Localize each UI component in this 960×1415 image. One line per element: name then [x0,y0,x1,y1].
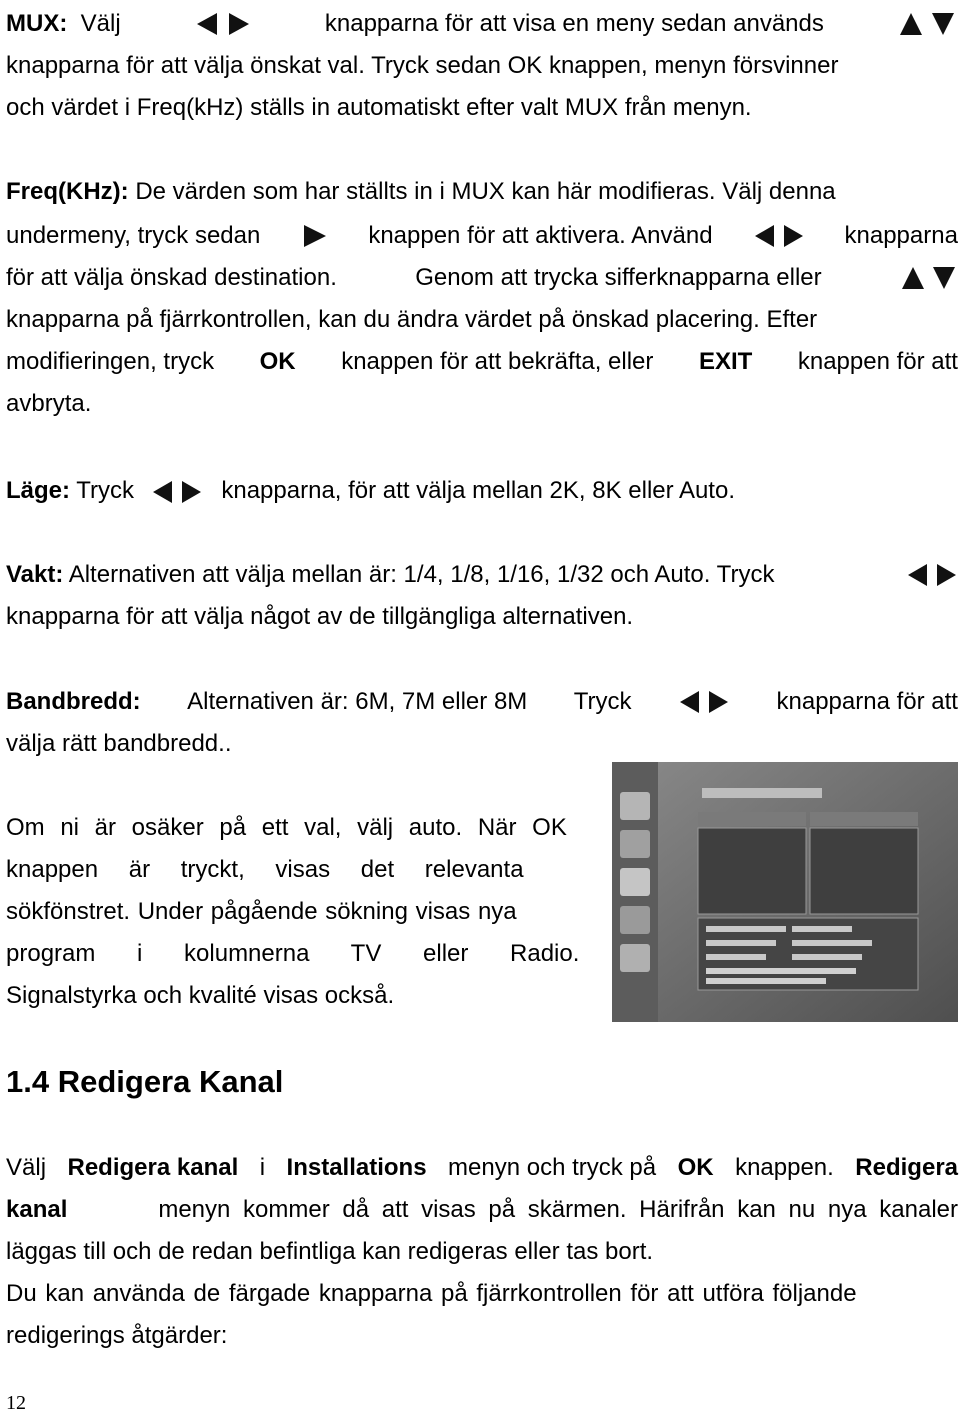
lage-line [6,477,735,505]
edit-text: i [259,1154,266,1181]
mux-line-3: och värdet i Freq(kHz) ställs in automatiskt efter valt MUX från menyn. [6,94,752,121]
om-text: Om ni är osäker på ett val, välj auto. När OK [6,814,567,841]
bandbredd-label: Bandbredd: [6,688,141,715]
installations-label: Installations [286,1154,427,1181]
edit-text: knappen. [735,1154,834,1181]
mux-text: Välj [80,10,121,37]
mux-label: MUX: [6,10,68,37]
vakt-text: Alternativen att välja mellan är: 1/4, 1/8, 1/16, 1/32 och Auto. Tryck [68,561,775,588]
right-arrow-icon [300,223,328,249]
om-line-5: Signalstyrka och kvalité visas också. [6,982,395,1009]
vakt-line-2: knapparna för att välja något av de tillgängliga alternativen. [6,603,634,630]
freq-line-3 [6,264,958,292]
freq-text: De värden som har ställts in i MUX kan här modifieras. Välj denna [135,178,836,205]
edit-text: Välj [6,1154,47,1181]
om-line-2 [6,856,588,884]
freq-line-1 [6,178,836,206]
freq-text: knapparna på fjärrkontrollen, kan du ändra värdet på önskad placering. Efter [6,306,818,333]
freq-line-5 [6,348,958,376]
freq-text: knappen för att [797,348,958,375]
freq-text: knappen för att aktivera. Använd [368,222,713,249]
om-text: sökfönstret. Under pågående sökning visas nya [6,898,517,925]
mux-line-1 [6,10,958,38]
ok-key-label: OK [677,1154,714,1181]
vakt-line-1 [6,561,958,589]
ok-key-label: OK [259,348,296,375]
freq-text: för att välja önskad destination. [6,264,337,291]
bandbredd-text: Tryck [573,688,632,715]
vakt-label: Vakt: [6,561,64,588]
left-right-arrows-icon [195,11,251,37]
freq-label: Freq(KHz): [6,178,129,205]
bandbredd-line-2: välja rätt bandbredd.. [6,730,232,757]
redigera-label: Redigera [855,1154,958,1181]
freq-line-2 [6,222,958,250]
edit-line-1 [6,1154,958,1182]
freq-line-4 [6,306,958,334]
freq-text: knapparna [844,222,958,249]
om-line-4 [6,940,588,968]
edit-line-3: läggas till och de redan befintliga kan redigeras eller tas bort. [6,1238,654,1265]
bandbredd-line-1 [6,688,958,716]
edit-line-2 [6,1196,958,1224]
edit-line-5: redigerings åtgärder: [6,1322,228,1349]
left-right-arrows-icon [906,562,958,588]
mux-line-2: knapparna för att välja önskat val. Tryck sedan OK knappen, menyn försvinner [6,52,839,79]
lage-text: Tryck [76,477,135,504]
om-line-1 [6,814,588,842]
edit-line-4 [6,1280,958,1308]
left-right-arrows-icon [753,223,805,249]
bandbredd-text: knapparna för att [776,688,958,715]
bandbredd-text: Alternativen är: 6M, 7M eller 8M [187,688,528,715]
freq-text: Genom att trycka sifferknapparna eller [415,264,822,291]
edit-text: menyn och tryck på [448,1154,657,1181]
redigera-kanal-label: Redigera kanal [67,1154,239,1181]
freq-line-6: avbryta. [6,390,92,417]
left-right-arrows-icon [151,479,203,505]
mux-text: knapparna för att visa en meny sedan används [324,10,824,37]
section-heading: 1.4 Redigera Kanal [6,1064,284,1099]
kanal-label: kanal [6,1196,68,1223]
search-window-screenshot [612,762,958,1022]
edit-text: menyn kommer då att visas på skärmen. Härifrån kan nu nya kanaler [158,1196,958,1223]
lage-label: Läge: [6,477,71,504]
up-down-arrows-icon [898,11,958,37]
lage-text: knapparna, för att välja mellan 2K, 8K eller Auto. [221,477,735,504]
left-right-arrows-icon [678,689,730,715]
freq-text: undermeny, tryck sedan [6,222,261,249]
freq-text: modifieringen, tryck [6,348,215,375]
edit-text: Du kan använda de färgade knapparna på fjärrkontrollen för att utföra följande [6,1280,857,1307]
up-down-arrows-icon [900,265,958,291]
om-text: knappen är tryckt, visas det relevanta [6,856,524,883]
page-number: 12 [6,1392,26,1414]
om-text: program i kolumnerna TV eller Radio. [6,940,580,967]
freq-text: knappen för att bekräfta, eller [341,348,654,375]
om-line-3 [6,898,588,926]
exit-key-label: EXIT [698,348,753,375]
